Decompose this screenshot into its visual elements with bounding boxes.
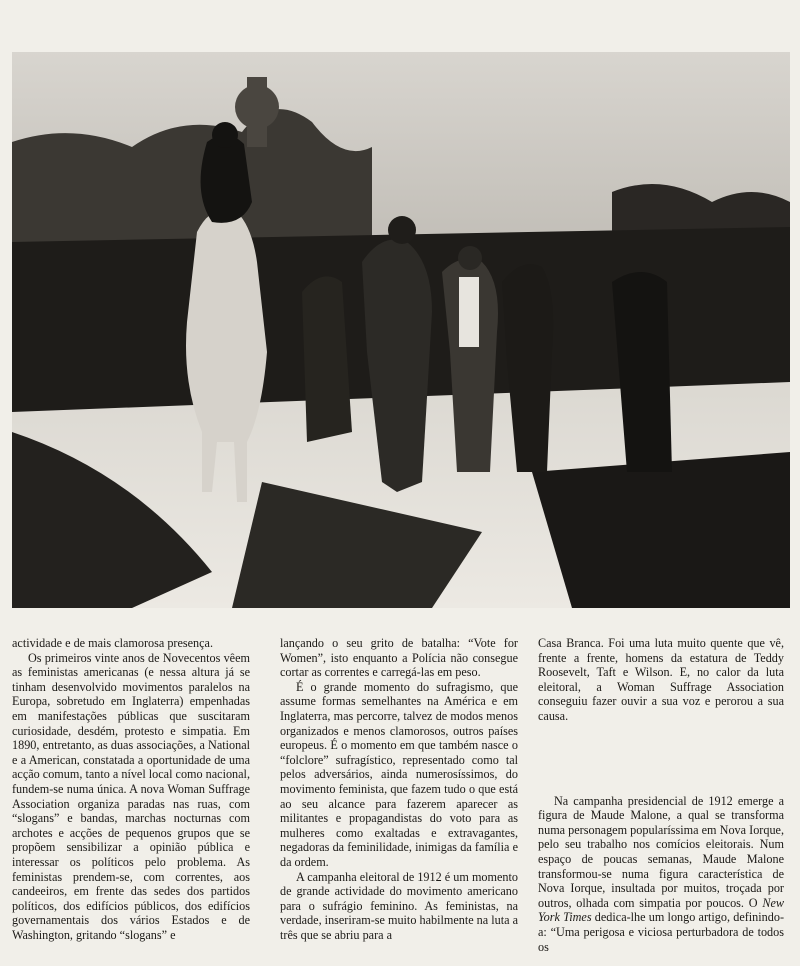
paragraph: É o grande momento do sufragismo, que assume formas semelhantes na América e em Inglaterra, mas percorre, talvez de modos menos organizados e menos clamorosos, outros países europeus. É o momento em que também nasce o “folclore” sufragístico, representado como tal pelos adversários, ainda numerosíssimos, do movimento feminista, que fazem tudo o que está ao seu alcance para fazerem aparecer as militantes e propagandistas do voto para as mulheres como exaltadas e extravagantes, negadoras da feminilidade, inimigas da família e da ordem. [280,679,518,869]
text-column-1 [12,636,250,942]
paragraph-text: Na campanha presidencial de 1912 emerge a figura de Maude Malone, a qual se transforma numa personagem popularíssima em Nova Iorque, pelo seu trabalho nos comícios eleitorais. Num espaço de poucas semanas, Maude Malone transformou-se numa figura característica de Nova Iorque, insultada por muitos, troçada por outros, olhada com simpatia por poucos. O [538,793,784,910]
paragraph [538,794,784,955]
paragraph-text: dedica-lhe um longo artigo, definindo-a: “Uma perigosa e viciosa perturbadora de todos os [538,910,784,954]
suffragette-photo [12,52,790,608]
paragraph: actividade e de mais clamorosa presença. [12,636,213,650]
photo-image [12,52,790,608]
text-column-2 [280,636,518,942]
paragraph: lançando o seu grito de batalha: “Vote for Women”, isto enquanto a Polícia não consegue cortar as correntes e carregá-las em peso. [280,636,518,680]
paragraph: Os primeiros vinte anos de Novecentos vêem as feministas americanas (e nessa altura já se tinham desenvolvido movimentos paralelos na Europa, sobretudo em Inglaterra) empenhadas em manifestações públicas que suscitaram curiosidade, desdém, protesto e simpatia. Em 1890, entretanto, as duas associações, a National e a American, constatada a oportunidade de uma acção comum, tanto a nível local como nacional, fundem-se numa única. A nova Woman Suffrage Association organiza paradas nas ruas, com “slogans” e bandas, marchas nocturnas com archotes e acções de pequenos grupos que se propõem sensibilizar a opinião pública e interessar os políticos pelo problema. As feministas prendem-se, com correntes, aos candeeiros, em frente das sedes dos partidos políticos, dos edifícios públicos, dos edifícios governamentais dos vários Estados e de Washington, gritando “slogans” e [12,650,250,942]
newspaper-title: New York Times [538,895,784,925]
paragraph: Casa Branca. Foi uma luta muito quente que vê, frente a frente, homens da estatura de Teddy Roosevelt, Taft e Wilson. E, no calor da luta eleitoral, a Woman Suffrage Association conseguiu fazer ouvir a sua voz e perorou a sua causa. [538,636,784,723]
text-column-3 [538,636,784,954]
column-gap [538,724,784,794]
paragraph: A campanha eleitoral de 1912 é um momento de grande actividade do movimento americano para o sufrágio feminino. As feministas, na verdade, inseriram-se muito habilmente na luta a três que se abriu para a [280,869,518,942]
